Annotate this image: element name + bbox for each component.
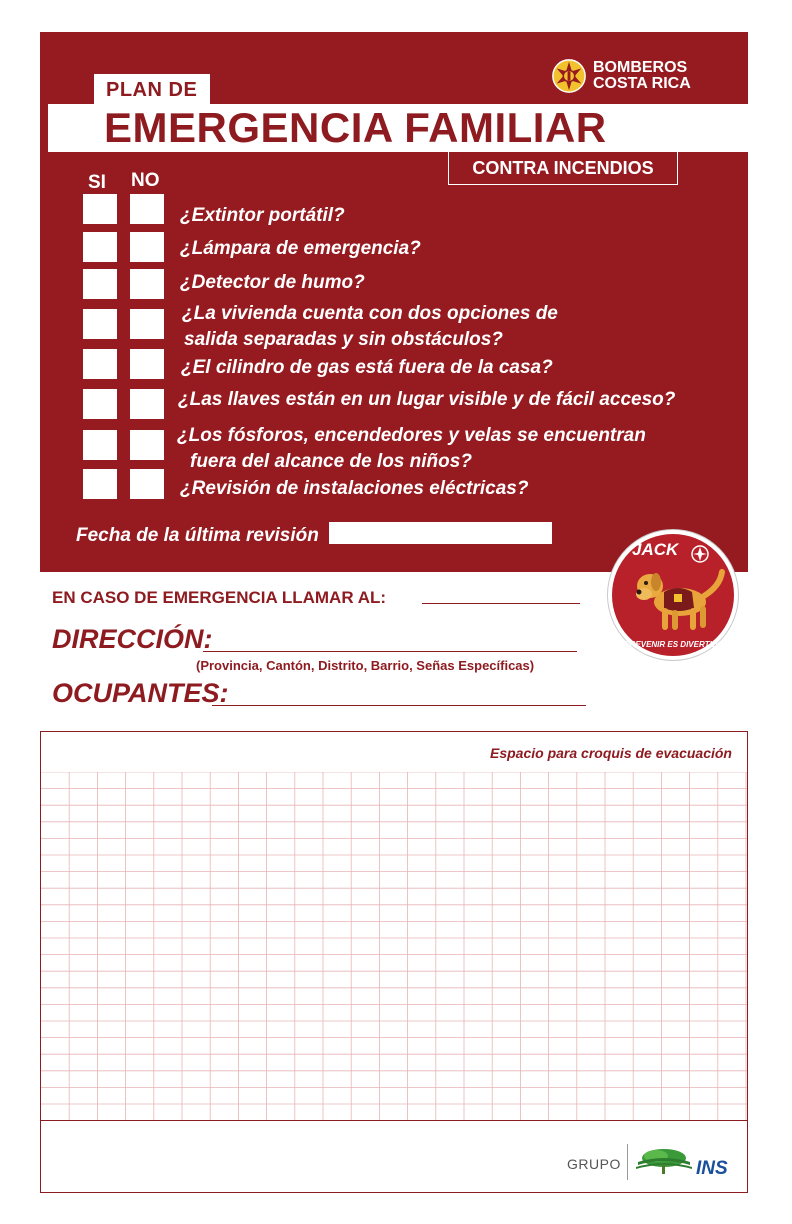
last-review-date-field[interactable] bbox=[329, 522, 552, 544]
page-title: EMERGENCIA FAMILIAR bbox=[104, 104, 607, 151]
evacuation-sketch-grid[interactable] bbox=[41, 772, 747, 1120]
emergency-call-label: EN CASO DE EMERGENCIA LLAMAR AL: bbox=[52, 588, 387, 607]
address-hint: (Provincia, Cantón, Distrito, Barrio, Señas Específicas) bbox=[196, 658, 535, 673]
page-subtitle: CONTRA INCENDIOS bbox=[472, 158, 654, 178]
ins-logo-icon bbox=[634, 1144, 734, 1180]
checkbox-si[interactable] bbox=[83, 269, 117, 299]
checkbox-si[interactable] bbox=[83, 232, 117, 262]
checkbox-si[interactable] bbox=[83, 469, 117, 499]
address-field[interactable] bbox=[203, 651, 577, 652]
plan-de-label: PLAN DE bbox=[106, 79, 198, 101]
footer-divider bbox=[40, 1120, 748, 1121]
checkbox-no[interactable] bbox=[130, 349, 164, 379]
question-text: ¿Extintor portátil? bbox=[180, 205, 345, 226]
checkbox-si[interactable] bbox=[83, 349, 117, 379]
mascot-slogan: PREVENIR ES DIVERTIDO bbox=[624, 640, 724, 649]
logo-text-line2: COSTA RICA bbox=[593, 75, 691, 92]
question-text-continued: salida separadas y sin obstáculos? bbox=[184, 329, 503, 350]
question-text: ¿Los fósforos, encendedores y velas se encuentran bbox=[177, 425, 646, 446]
checkbox-no[interactable] bbox=[130, 269, 164, 299]
occupants-field[interactable] bbox=[212, 705, 586, 706]
occupants-label: OCUPANTES: bbox=[52, 678, 229, 708]
question-text: ¿Las llaves están en un lugar visible y de fácil acceso? bbox=[178, 389, 676, 410]
question-text-continued: fuera del alcance de los niños? bbox=[190, 451, 472, 472]
logo-text-line1: BOMBEROS bbox=[593, 59, 688, 76]
firefighter-badge-icon bbox=[550, 57, 588, 95]
checkbox-no[interactable] bbox=[130, 430, 164, 460]
checkbox-no[interactable] bbox=[130, 232, 164, 262]
question-text: ¿Detector de humo? bbox=[180, 272, 365, 293]
last-review-date-label: Fecha de la última revisión bbox=[76, 525, 319, 546]
checkbox-no[interactable] bbox=[130, 469, 164, 499]
checkbox-si[interactable] bbox=[83, 430, 117, 460]
checkbox-no[interactable] bbox=[130, 389, 164, 419]
question-text: ¿Lámpara de emergencia? bbox=[180, 238, 421, 259]
ins-logo-text: INS bbox=[696, 1158, 728, 1179]
checkbox-si[interactable] bbox=[83, 194, 117, 224]
grupo-label: GRUPO bbox=[567, 1156, 621, 1172]
evacuation-sketch-title: Espacio para croquis de evacuación bbox=[490, 745, 732, 761]
checkbox-si[interactable] bbox=[83, 309, 117, 339]
question-text: ¿Revisión de instalaciones eléctricas? bbox=[180, 478, 529, 499]
address-label: DIRECCIÓN: bbox=[52, 624, 213, 654]
mascot-name: JACK bbox=[632, 540, 679, 559]
column-header-si: SI bbox=[88, 172, 106, 193]
checkbox-no[interactable] bbox=[130, 309, 164, 339]
checkbox-si[interactable] bbox=[83, 389, 117, 419]
question-text: ¿El cilindro de gas está fuera de la casa? bbox=[181, 357, 553, 378]
checkbox-no[interactable] bbox=[130, 194, 164, 224]
question-text: ¿La vivienda cuenta con dos opciones de bbox=[182, 303, 558, 324]
logo-separator bbox=[627, 1144, 628, 1180]
column-header-no: NO bbox=[131, 170, 160, 191]
emergency-number-field[interactable] bbox=[422, 603, 580, 604]
